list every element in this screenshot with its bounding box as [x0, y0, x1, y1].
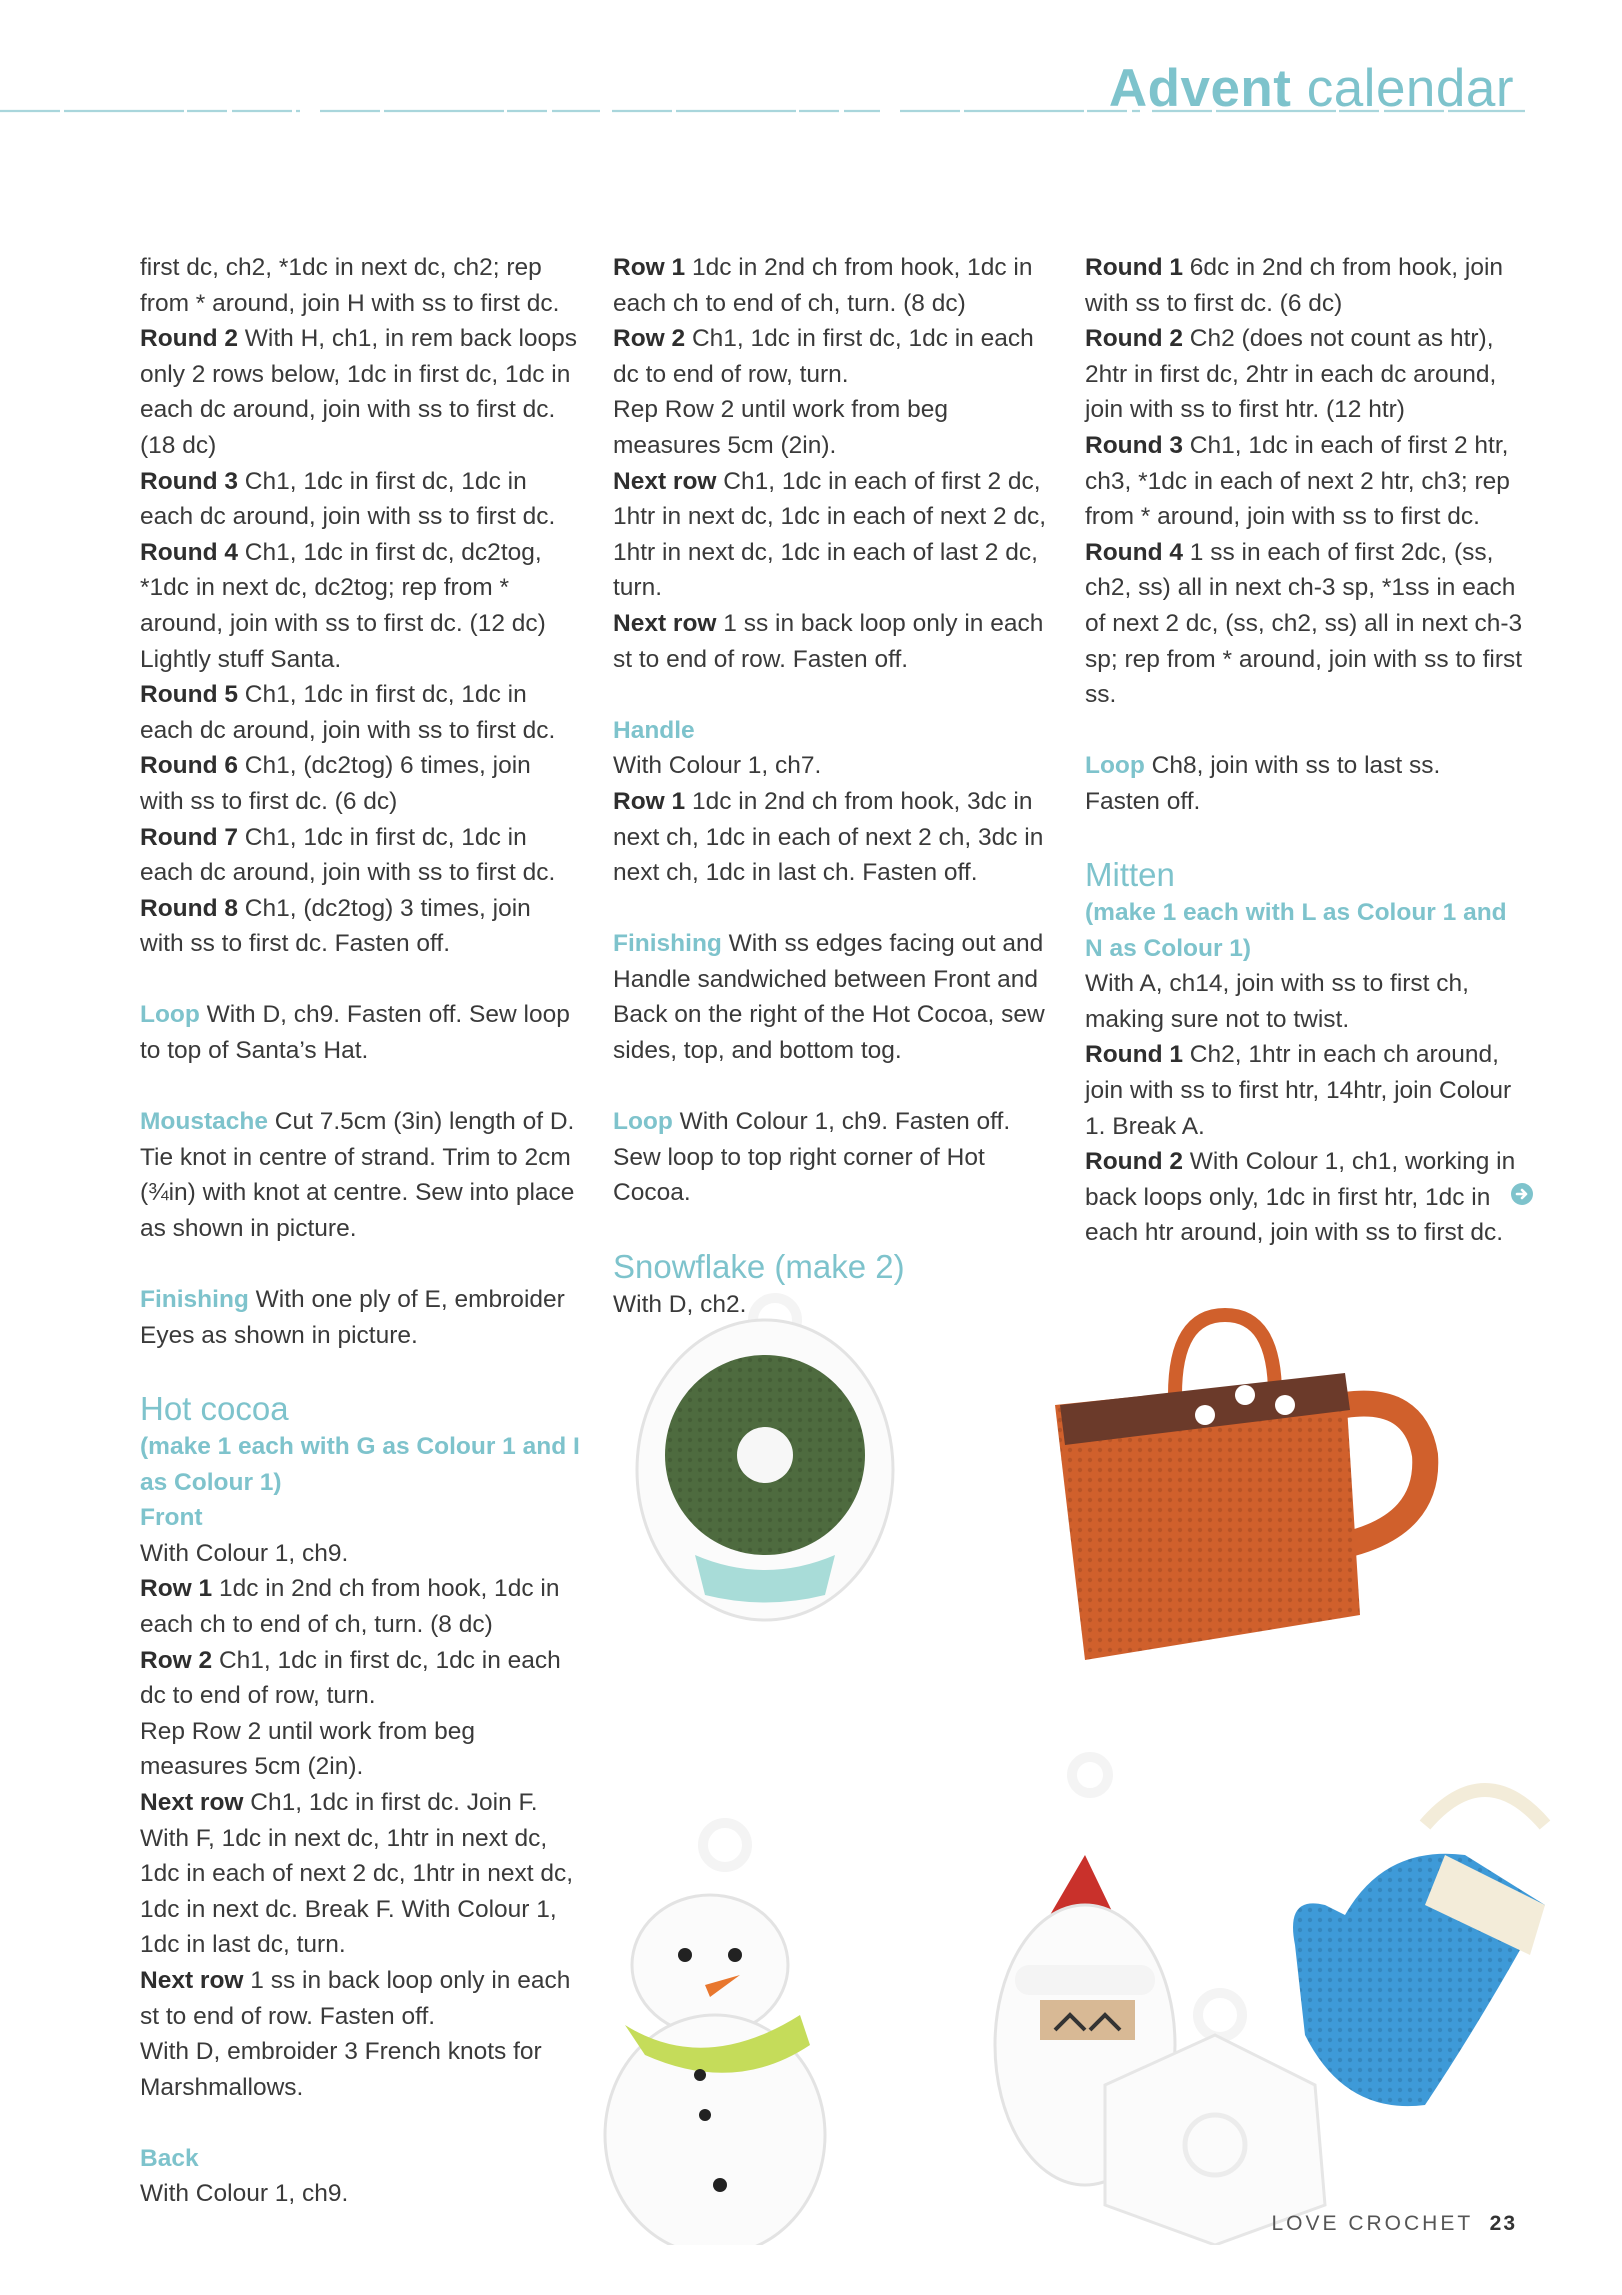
pattern-paragraph: [613, 713, 1053, 749]
pattern-paragraph: [140, 1714, 580, 1785]
instruction-text: With H, ch1, in rem back loops only 2 rows below, 1dc in first dc, 1dc in each dc around, join with ss to first dc. (18 dc): [140, 325, 578, 459]
row-label: Next row: [613, 467, 717, 495]
snowman-ornament: [605, 1823, 825, 2245]
pattern-paragraph: [140, 1104, 580, 1246]
paragraph-gap: [613, 891, 1053, 927]
instruction-text: Ch1, 1dc in each of first 2 htr, ch3, *1dc in each of next 2 htr, ch3; rep from * around, join with ss to first dc.: [1085, 431, 1510, 531]
pattern-paragraph: [140, 1282, 580, 1353]
pattern-paragraph: [140, 535, 580, 642]
instruction-text: 1 ss in back loop only in each st to end of row. Fasten off.: [140, 1966, 571, 2030]
instruction-text: With Colour 1, ch9.: [140, 1539, 349, 1567]
paragraph-gap: [613, 1069, 1053, 1105]
instruction-text: Ch1, 1dc in first dc, 1dc in each dc around, join with ss to first dc.: [140, 823, 556, 887]
pattern-paragraph: [1085, 428, 1525, 535]
paragraph-gap: [140, 962, 580, 998]
pattern-paragraph: [140, 1785, 580, 1963]
instruction-text: Ch1, 1dc in first dc, dc2tog, *1dc in next dc, dc2tog; rep from * around, join with ss to first dc. (12 dc): [140, 538, 546, 637]
subheading: (make 1 each with L as Colour 1 and N as Colour 1): [1085, 899, 1507, 962]
row-label: Row 1: [140, 1575, 213, 1603]
ornaments-photo: [585, 1255, 1620, 2245]
page-title: Advent calendar: [1108, 59, 1514, 118]
instruction-text: With Colour 1, ch9. Fasten off. Sew loop to top right corner of Hot Cocoa.: [613, 1108, 1011, 1207]
row-label: Round 2: [140, 325, 238, 353]
instruction-text: With Colour 1, ch1, working in back loops only, 1dc in first htr, 1dc in each htr around, join with ss to first dc.: [1085, 1148, 1516, 1247]
hot-cocoa-ornament: [1055, 1315, 1425, 1660]
instruction-text: 1 ss in back loop only in each st to end of row. Fasten off.: [613, 609, 1044, 673]
row-label: Next row: [613, 609, 717, 637]
subheading: Handle: [613, 716, 695, 744]
instruction-text: Fasten off.: [1085, 787, 1201, 815]
row-label: Round 2: [1085, 1148, 1183, 1176]
pattern-paragraph: [1085, 1037, 1525, 1144]
instruction-text: Ch2 (does not count as htr), 2htr in first dc, 2htr in each dc around, join with ss to first htr. (12 htr): [1085, 325, 1497, 424]
pattern-paragraph: [140, 1536, 580, 1572]
pattern-paragraph: [140, 677, 580, 748]
pattern-paragraph: [613, 1104, 1053, 1211]
row-label: Round 2: [1085, 325, 1183, 353]
pattern-paragraph: [140, 1429, 580, 1500]
row-label: Round 4: [1085, 538, 1183, 566]
section-heading: Hot cocoa: [140, 1390, 289, 1427]
pattern-paragraph: [1085, 966, 1525, 1037]
pattern-paragraph: [613, 392, 1053, 463]
pattern-paragraph: [140, 997, 580, 1068]
instruction-text: With Colour 1, ch9.: [140, 2180, 349, 2208]
instruction-text: With A, ch14, join with ss to first ch, making sure not to twist.: [1085, 970, 1469, 1033]
instruction-text: Ch1, 1dc in first dc, 1dc in each dc around, join with ss to first dc.: [140, 681, 556, 744]
subheading: Finishing: [140, 1286, 249, 1314]
pattern-paragraph: [140, 250, 580, 321]
pattern-paragraph: [140, 2034, 580, 2105]
column-1: [140, 250, 580, 2212]
paragraph-gap: [140, 2105, 580, 2141]
pattern-paragraph: [613, 606, 1053, 677]
pattern-paragraph: [1085, 784, 1525, 820]
subheading: Loop: [140, 1001, 200, 1029]
row-label: Round 5: [140, 681, 238, 709]
pattern-paragraph: [140, 1643, 580, 1714]
paragraph-gap: [140, 1069, 580, 1105]
pattern-paragraph: [1085, 535, 1525, 713]
subheading: Back: [140, 2144, 199, 2172]
row-label: Row 2: [140, 1646, 213, 1674]
instruction-text: Ch2, 1htr in each ch around, join with ss to first htr, 14htr, join Colour 1. Break A.: [1085, 1041, 1512, 1140]
row-label: Round 4: [140, 538, 238, 566]
pattern-paragraph: [613, 748, 1053, 784]
header-rule: [0, 108, 1525, 114]
subheading: Finishing: [613, 930, 722, 958]
subheading: Loop: [613, 1108, 673, 1136]
row-label: Row 1: [613, 254, 686, 281]
magazine-name: LOVE CROCHET: [1271, 2212, 1473, 2235]
instruction-text: Ch1, 1dc in each of first 2 dc, 1htr in next dc, 1dc in each of next 2 dc, 1htr in next dc, 1dc in each of last 2 dc, turn.: [613, 467, 1047, 602]
pattern-paragraph: [613, 784, 1053, 891]
row-label: Round 8: [140, 894, 238, 922]
row-label: Next row: [140, 1788, 244, 1816]
instruction-text: Cut 7.5cm (3in) length of D. Tie knot in centre of strand. Trim to 2cm (¾in) with knot at centre. Sew into place as shown in picture.: [140, 1108, 575, 1243]
instruction-text: Ch1, 1dc in first dc. Join F. With F, 1dc in next dc, 1htr in next dc, 1dc in each of next 2 dc, 1htr in next dc, 1dc in next dc. Break F. With Colour 1, 1dc in last dc, turn.: [140, 1788, 574, 1959]
mitten-ornament: [1293, 1790, 1545, 2106]
instruction-text: 6dc in 2nd ch from hook, join with ss to first dc. (6 dc): [1085, 254, 1504, 317]
page-footer: [1271, 2212, 1517, 2236]
row-label: Round 1: [1085, 254, 1183, 281]
pattern-paragraph: [140, 748, 580, 819]
paragraph-gap: [613, 677, 1053, 713]
instruction-text: With D, ch2.: [613, 1290, 747, 1318]
row-label: Round 7: [140, 823, 238, 851]
instruction-text: With Colour 1, ch7.: [613, 752, 822, 780]
pattern-paragraph: [1085, 321, 1525, 428]
subheading: Loop: [1085, 752, 1145, 780]
instruction-text: 1dc in 2nd ch from hook, 1dc in each ch to end of ch, turn. (8 dc): [140, 1575, 560, 1638]
instruction-text: Ch1, (dc2tog) 3 times, join with ss to first dc. Fasten off.: [140, 894, 531, 958]
pattern-paragraph: [140, 1963, 580, 2034]
instruction-text: With one ply of E, embroider Eyes as shown in picture.: [140, 1286, 565, 1349]
row-label: Row 2: [613, 325, 686, 353]
instruction-text: first dc, ch2, *1dc in next dc, ch2; rep from * around, join H with ss to first dc.: [140, 254, 560, 317]
pattern-paragraph: [140, 321, 580, 463]
wreath-ornament: [637, 1298, 893, 1620]
row-label: Round 3: [1085, 431, 1183, 459]
column-2: [613, 250, 1053, 1322]
pattern-paragraph: [1085, 1144, 1525, 1251]
subheading: (make 1 each with G as Colour 1 and I as Colour 1): [140, 1433, 580, 1496]
pattern-paragraph: [1085, 748, 1525, 784]
pattern-paragraph: [140, 820, 580, 891]
pattern-paragraph: [140, 2141, 580, 2177]
pattern-paragraph: [140, 1500, 580, 1536]
paragraph-gap: [140, 1353, 580, 1389]
instruction-text: Ch1, 1dc in first dc, 1dc in each dc around, join with ss to first dc.: [140, 467, 556, 531]
instruction-text: With ss edges facing out and Handle sandwiched between Front and Back on the right of the Hot Cocoa, sew sides, top, and bottom tog.: [613, 930, 1045, 1065]
row-label: Round 6: [140, 752, 238, 780]
pattern-paragraph: [140, 464, 580, 535]
row-label: Round 3: [140, 467, 238, 495]
page-header: [0, 0, 1622, 130]
pattern-paragraph: [613, 926, 1053, 1068]
instruction-text: 1dc in 2nd ch from hook, 3dc in next ch, 1dc in each of next 2 ch, 3dc in next ch, 1dc in last ch. Fasten off.: [613, 787, 1044, 887]
pattern-paragraph: [1085, 250, 1525, 321]
page-number: 23: [1489, 2212, 1517, 2235]
paragraph-gap: [140, 1247, 580, 1283]
instruction-text: Ch1, (dc2tog) 6 times, join with ss to first dc. (6 dc): [140, 752, 531, 815]
instruction-text: Ch8, join with ss to last ss.: [1144, 752, 1441, 780]
paragraph-gap: [1085, 713, 1525, 749]
paragraph-gap: [613, 1211, 1053, 1247]
row-label: Round 1: [1085, 1041, 1183, 1069]
instruction-text: Lightly stuff Santa.: [140, 645, 342, 673]
pattern-paragraph: [140, 1571, 580, 1642]
instruction-text: With D, ch9. Fasten off. Sew loop to top of Santa’s Hat.: [140, 1001, 570, 1065]
column-3: [1085, 250, 1525, 1251]
pattern-paragraph: [140, 891, 580, 962]
instruction-text: Ch1, 1dc in first dc, 1dc in each dc to end of row, turn.: [140, 1646, 561, 1710]
pattern-paragraph: [140, 2176, 580, 2212]
paragraph-gap: [1085, 820, 1525, 856]
section-heading: Mitten: [1085, 856, 1175, 894]
subheading: Front: [140, 1504, 203, 1532]
pattern-paragraph: [140, 642, 580, 678]
pattern-paragraph: [1085, 895, 1525, 966]
instruction-text: Rep Row 2 until work from beg measures 5cm (2in).: [140, 1717, 475, 1781]
instruction-text: Rep Row 2 until work from beg measures 5cm (2in).: [613, 396, 948, 459]
row-label: Row 1: [613, 787, 686, 815]
pattern-paragraph: [613, 464, 1053, 606]
subheading: Moustache: [140, 1108, 268, 1136]
pattern-paragraph: [613, 321, 1053, 392]
instruction-text: With D, embroider 3 French knots for Marshmallows.: [140, 2038, 542, 2101]
instruction-text: 1dc in 2nd ch from hook, 1dc in each ch to end of ch, turn. (8 dc): [613, 254, 1033, 317]
pattern-paragraph: [613, 250, 1053, 321]
continue-arrow-icon: [1510, 1182, 1534, 1206]
instruction-text: 1 ss in each of first 2dc, (ss, ch2, ss) all in next ch-3 sp, *1ss in each of next 2 dc, (ss, ch2, ss) all in next ch-3 sp; rep from * around, join with ss to first ss.: [1085, 538, 1523, 709]
section-heading: Snowflake (make 2): [613, 1247, 905, 1285]
row-label: Next row: [140, 1966, 244, 1994]
instruction-text: Ch1, 1dc in first dc, 1dc in each dc to end of row, turn.: [613, 325, 1034, 388]
